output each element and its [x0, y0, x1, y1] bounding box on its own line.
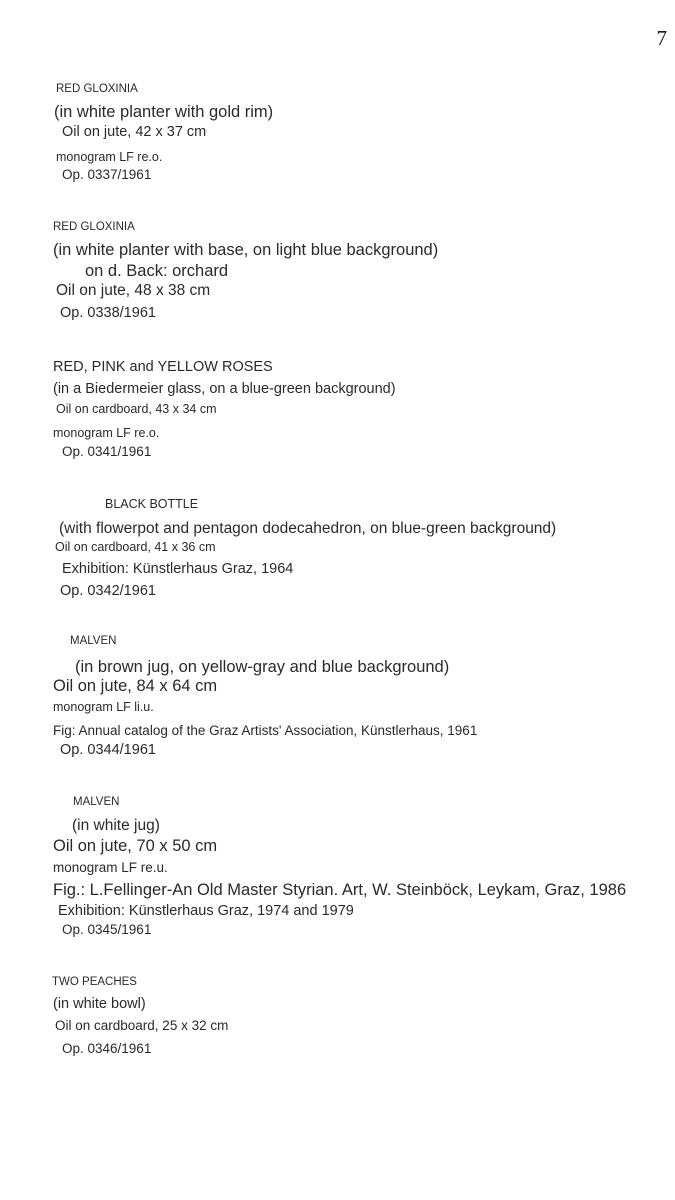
entry-medium: Oil on jute, 70 x 50 cm: [53, 837, 218, 855]
entry-exhibition: Exhibition: Künstlerhaus Graz, 1964: [62, 561, 294, 577]
entry-opus: Op. 0342/1961: [60, 583, 156, 599]
entry-title: MALVEN: [70, 635, 117, 647]
entry-monogram: monogram LF li.u.: [53, 700, 154, 714]
entry-title: TWO PEACHES: [52, 976, 137, 988]
entry-description: (with flowerpot and pentagon dodecahedron, on blue-green background): [59, 520, 557, 537]
entry-medium: Oil on cardboard, 25 x 32 cm: [55, 1018, 229, 1033]
entry-title: MALVEN: [73, 796, 120, 808]
entry-title: BLACK BOTTLE: [105, 497, 199, 511]
entry-figure-reference: Fig.: L.Fellinger-An Old Master Styrian. Art, W. Steinböck, Leykam, Graz, 1986: [53, 881, 627, 899]
entry-monogram: monogram LF re.o.: [56, 150, 163, 164]
entry-title: RED GLOXINIA: [53, 221, 135, 233]
entry-description: (in brown jug, on yellow-gray and blue background): [75, 658, 450, 676]
entry-opus: Op. 0345/1961: [62, 922, 152, 937]
entry-opus: Op. 0344/1961: [60, 742, 156, 758]
entry-medium: Oil on jute, 42 x 37 cm: [62, 124, 207, 140]
entry-exhibition: Exhibition: Künstlerhaus Graz, 1974 and 1979: [58, 903, 354, 919]
entry-medium: Oil on jute, 48 x 38 cm: [56, 282, 211, 299]
entry-description: (in white bowl): [53, 996, 146, 1012]
entry-medium: Oil on cardboard, 41 x 36 cm: [55, 540, 216, 554]
entry-note: on d. Back: orchard: [85, 262, 229, 280]
entry-opus: Op. 0341/1961: [62, 444, 152, 459]
entry-monogram: monogram LF re.u.: [53, 860, 168, 875]
entry-description: (in white jug): [72, 817, 160, 834]
entry-opus: Op. 0338/1961: [60, 305, 156, 321]
entry-monogram: monogram LF re.o.: [53, 426, 160, 440]
entry-description: (in a Biedermeier glass, on a blue-green background): [53, 381, 396, 397]
entry-opus: Op. 0337/1961: [62, 167, 152, 182]
page-number: 7: [656, 26, 667, 50]
entry-description: (in white planter with base, on light blue background): [53, 241, 439, 259]
entry-title: RED, PINK and YELLOW ROSES: [53, 359, 273, 375]
entry-figure-reference: Fig: Annual catalog of the Graz Artists' Association, Künstlerhaus, 1961: [53, 723, 478, 738]
entry-title: RED GLOXINIA: [56, 83, 138, 95]
entry-opus: Op. 0346/1961: [62, 1041, 152, 1056]
entry-medium: Oil on cardboard, 43 x 34 cm: [56, 402, 217, 416]
entry-description: (in white planter with gold rim): [54, 103, 274, 121]
entry-medium: Oil on jute, 84 x 64 cm: [53, 677, 218, 695]
